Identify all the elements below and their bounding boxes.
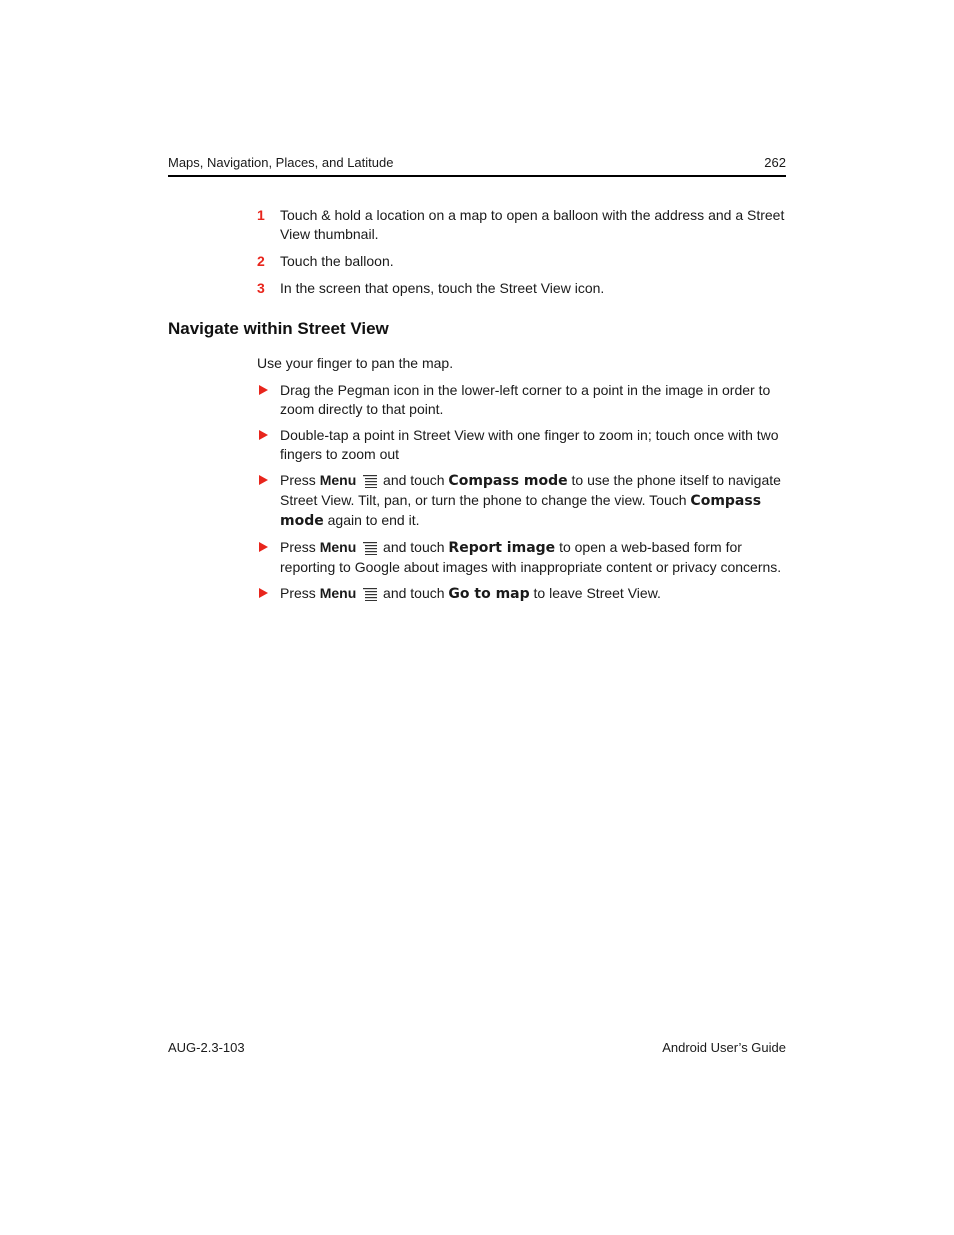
footer-doc-id: AUG-2.3-103	[168, 1040, 245, 1055]
triangle-bullet-icon	[259, 385, 268, 395]
footer-guide-title: Android User’s Guide	[662, 1040, 786, 1055]
report-image-label: Report image	[448, 540, 556, 556]
step-text: Touch & hold a location on a map to open a balloon with the address and a Street View thumbnail.	[280, 207, 785, 242]
go-to-map-label: Go to map	[448, 586, 530, 602]
menu-keyword: Menu	[319, 539, 357, 555]
bullet-text: to open a web-based form for reporting to Google about images with inappropriate content or privacy concerns.	[280, 539, 782, 575]
step-number: 3	[257, 280, 265, 296]
step-item	[257, 206, 787, 244]
menu-icon	[363, 542, 377, 555]
press-text: Press	[280, 539, 316, 555]
step-number: 2	[257, 253, 265, 269]
section-intro: Use your finger to pan the map.	[257, 355, 454, 371]
step-text: In the screen that opens, touch the Street View icon.	[280, 280, 605, 296]
step-text: Touch the balloon.	[280, 253, 394, 269]
bullet-list	[257, 381, 787, 611]
bullet-item	[257, 538, 787, 577]
menu-keyword: Menu	[319, 472, 357, 488]
triangle-bullet-icon	[259, 542, 268, 552]
bullet-text: again to end it.	[327, 512, 420, 528]
bullet-item	[257, 584, 787, 604]
bullet-item	[257, 471, 787, 531]
bullet-text: to leave Street View.	[533, 585, 661, 601]
step-number: 1	[257, 207, 265, 223]
press-text: Press	[280, 472, 316, 488]
bullet-text: to use the phone itself to navigate Street View. Tilt, pan, or turn the phone to change the view. Touch	[280, 472, 781, 508]
triangle-bullet-icon	[259, 475, 268, 485]
triangle-bullet-icon	[259, 588, 268, 598]
and-touch-text: and touch	[383, 585, 445, 601]
compass-mode-label: Compass mode	[280, 493, 762, 529]
press-text: Press	[280, 585, 316, 601]
and-touch-text: and touch	[383, 472, 445, 488]
step-item	[257, 279, 787, 298]
header-title: Maps, Navigation, Places, and Latitude	[168, 155, 394, 170]
section-title: Navigate within Street View	[168, 319, 389, 338]
triangle-bullet-icon	[259, 430, 268, 440]
bullet-text: Drag the Pegman icon in the lower-left corner to a point in the image in order to zoom directly to that point.	[280, 382, 771, 417]
menu-icon	[363, 475, 377, 488]
page-header	[168, 155, 786, 177]
compass-mode-label: Compass mode	[448, 473, 568, 489]
page-number: 262	[764, 155, 786, 170]
menu-icon	[363, 588, 377, 601]
step-item	[257, 252, 787, 271]
bullet-item	[257, 426, 787, 464]
bullet-text: Double-tap a point in Street View with one finger to zoom in; touch once with two fingers to zoom out	[280, 427, 779, 462]
bullet-item	[257, 381, 787, 419]
menu-keyword: Menu	[319, 585, 357, 601]
steps-list	[257, 206, 787, 306]
and-touch-text: and touch	[383, 539, 445, 555]
